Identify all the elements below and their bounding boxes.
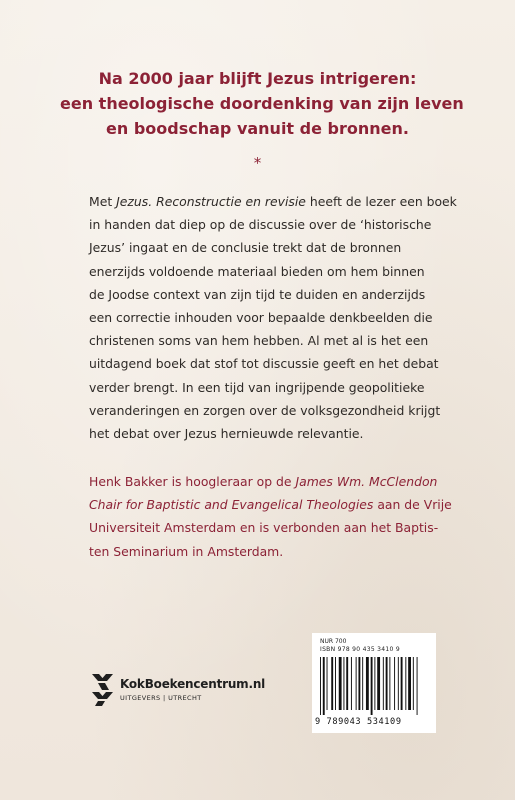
publisher-logo — [89, 672, 289, 712]
blurb-line: enerzijds voldoende materiaal bieden om hem binnen — [89, 263, 425, 279]
bio-line: Henk Bakker is hoogleraar op de James Wm. McClendon — [89, 474, 438, 489]
barcode-graphic — [318, 657, 430, 715]
section-separator: * — [253, 154, 262, 172]
blurb-line: verder brengt. In een tijd van ingrijpende geopolitieke — [89, 379, 425, 395]
barcode-bar — [383, 657, 384, 710]
blurb-line: de Joodse context van zijn tijd te duiden en anderzijds — [89, 286, 426, 302]
barcode-bar — [320, 657, 321, 715]
blurb-line: een correctie inhouden voor bepaalde denkbeelden die — [89, 310, 433, 326]
barcode-bar — [362, 657, 363, 710]
barcode-bar — [351, 657, 352, 710]
blurb-line: in handen dat diep op de discussie over de ‘historische — [89, 217, 432, 233]
barcode-panel — [312, 633, 436, 733]
publisher-mark-icon — [89, 672, 115, 708]
publisher-name: KokBoekencentrum.nl — [120, 677, 266, 691]
tagline-line: en boodschap vanuit de bronnen. — [106, 119, 409, 138]
blurb-line: Jezus’ ingaat en de conclusie trekt dat de bronnen — [89, 240, 402, 256]
tagline — [60, 66, 464, 141]
barcode-bar — [335, 657, 336, 710]
bio-line: Chair for Baptistic and Evangelical Theologies aan de Vrije — [89, 497, 452, 513]
blurb-line: Met Jezus. Reconstructie en revisie heeft de lezer een boek — [89, 194, 457, 209]
barcode-bar — [377, 657, 380, 710]
barcode-bar — [408, 657, 411, 710]
barcode-number: 9 789043 534109 — [315, 717, 402, 727]
barcode-bar — [398, 657, 399, 710]
author-bio — [89, 470, 452, 563]
barcode-bar — [323, 657, 325, 715]
tagline-line: een theologische doordenking van zijn leven — [60, 94, 464, 113]
barcode-bar — [366, 657, 369, 710]
isbn-text: ISBN 978 90 435 3410 9 — [320, 646, 400, 653]
blurb-line: veranderingen en zorgen over de volksgezondheid krijgt — [89, 402, 441, 418]
barcode-bar — [339, 657, 342, 710]
barcode-bar — [343, 657, 344, 710]
barcode-bar — [405, 657, 406, 710]
bio-line: Universiteit Amsterdam en is verbonden aan het Baptis- — [89, 520, 439, 536]
blurb-line: het debat over Jezus hernieuwde relevantie. — [89, 426, 364, 442]
barcode-bar — [413, 657, 414, 710]
barcode-bar — [358, 657, 360, 710]
barcode-bar — [401, 657, 403, 710]
blurb-line: uitdagend boek dat stof tot discussie geeft en het debat — [89, 356, 439, 372]
barcode-bar — [394, 657, 395, 710]
barcode-bar — [371, 657, 373, 715]
barcode-bar — [331, 657, 333, 710]
barcode-bar — [386, 657, 388, 710]
nur-code: NUR 700 — [320, 638, 347, 645]
blurb-paragraph — [89, 190, 457, 445]
book-title: Jezus. Reconstructie en revisie — [116, 194, 306, 209]
blurb-line: christenen soms van hem hebben. Al met al is het een — [89, 333, 429, 349]
bio-line: ten Seminarium in Amsterdam. — [89, 543, 284, 559]
tagline-line: Na 2000 jaar blijft Jezus intrigeren: — [98, 69, 417, 88]
barcode-bar — [374, 657, 375, 710]
barcode-bar — [346, 657, 348, 710]
barcode-bar — [389, 657, 390, 710]
barcode-bar — [327, 657, 328, 710]
barcode-bar — [417, 657, 418, 715]
barcode-bar — [356, 657, 357, 710]
publisher-location: UITGEVERS | UTRECHT — [120, 694, 202, 702]
